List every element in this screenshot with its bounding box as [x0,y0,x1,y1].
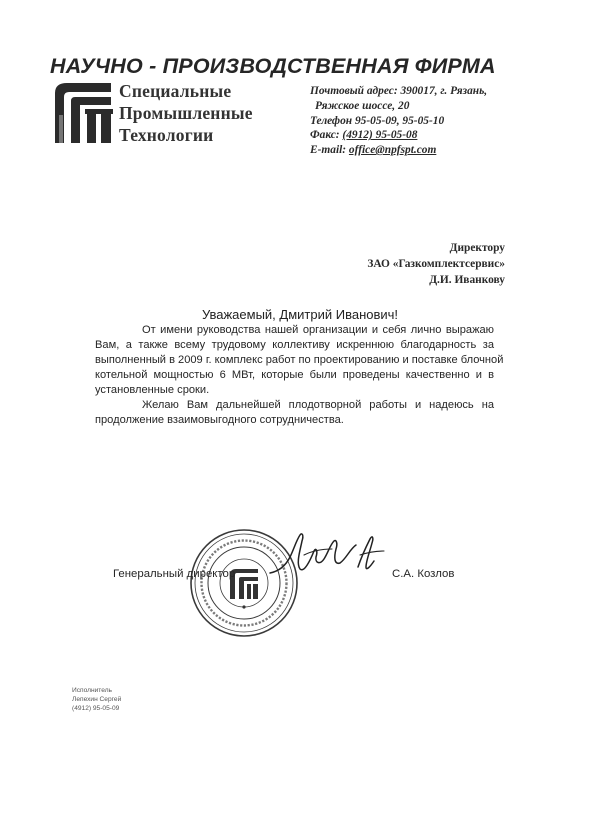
phone-numbers: Телефон 95-05-09, 95-05-10 [310,114,445,127]
text-line: Вам, а также всему трудовому коллективу искреннюю благодарность за [95,339,494,351]
company-logo-icon [49,79,117,147]
addressee-position: Директору [449,242,505,254]
text-line: От имени руководства нашей организации и себя лично выражаю [142,324,494,336]
addressee-block [367,240,505,288]
fax-label: Факс: [310,129,343,142]
text-line: выполненный в 2009 г. комплекс работ по проектированию и поставке блочной [95,354,504,366]
firm-name-line: Специальные [119,81,232,101]
fax-line [310,128,487,143]
executor-phone: (4912) 95-05-09 [72,705,120,712]
paragraph [95,398,494,428]
firm-title: НАУЧНО - ПРОИЗВОДСТВЕННАЯ ФИРМА [50,54,496,78]
text-line: установленные сроки. [95,384,210,396]
executor-name: Лепехин Сергей [72,696,122,703]
text-line: котельной мощностью 6 МВт, которые были проведены качественно и в [95,369,494,381]
addressee-name: Д.И. Иванкову [429,274,505,286]
addressee-company: ЗАО «Газкомплектсервис» [367,258,505,270]
postal-address: Почтовый адрес: 390017, г. Рязань, [310,85,488,97]
email-label: E-mail: [310,144,349,157]
email-line [310,143,487,158]
firm-name-line: Технологии [119,125,214,145]
text-line: Желаю Вам дальнейшей плодотворной работы и надеюсь на [142,399,494,411]
signatory-name: С.А. Козлов [392,568,455,580]
firm-name [119,80,253,146]
greeting: Уважаемый, Дмитрий Иванович! [201,307,399,322]
executor-label: Исполнитель [72,687,112,694]
contact-block [310,84,487,158]
letter-body [95,323,504,428]
signatory-position: Генеральный директор [113,568,236,580]
paragraph [95,323,504,398]
text-line: продолжение взаимовыгодного сотрудничества. [95,414,344,426]
handwritten-signature-icon [266,521,391,583]
email-link[interactable]: office@npfspt.com [348,144,437,157]
street-address: Ряжское шоссе, 20 [315,99,410,112]
executor-block [72,686,121,713]
firm-name-line: Промышленные [119,103,253,123]
fax-number: (4912) 95-05-08 [342,129,418,142]
